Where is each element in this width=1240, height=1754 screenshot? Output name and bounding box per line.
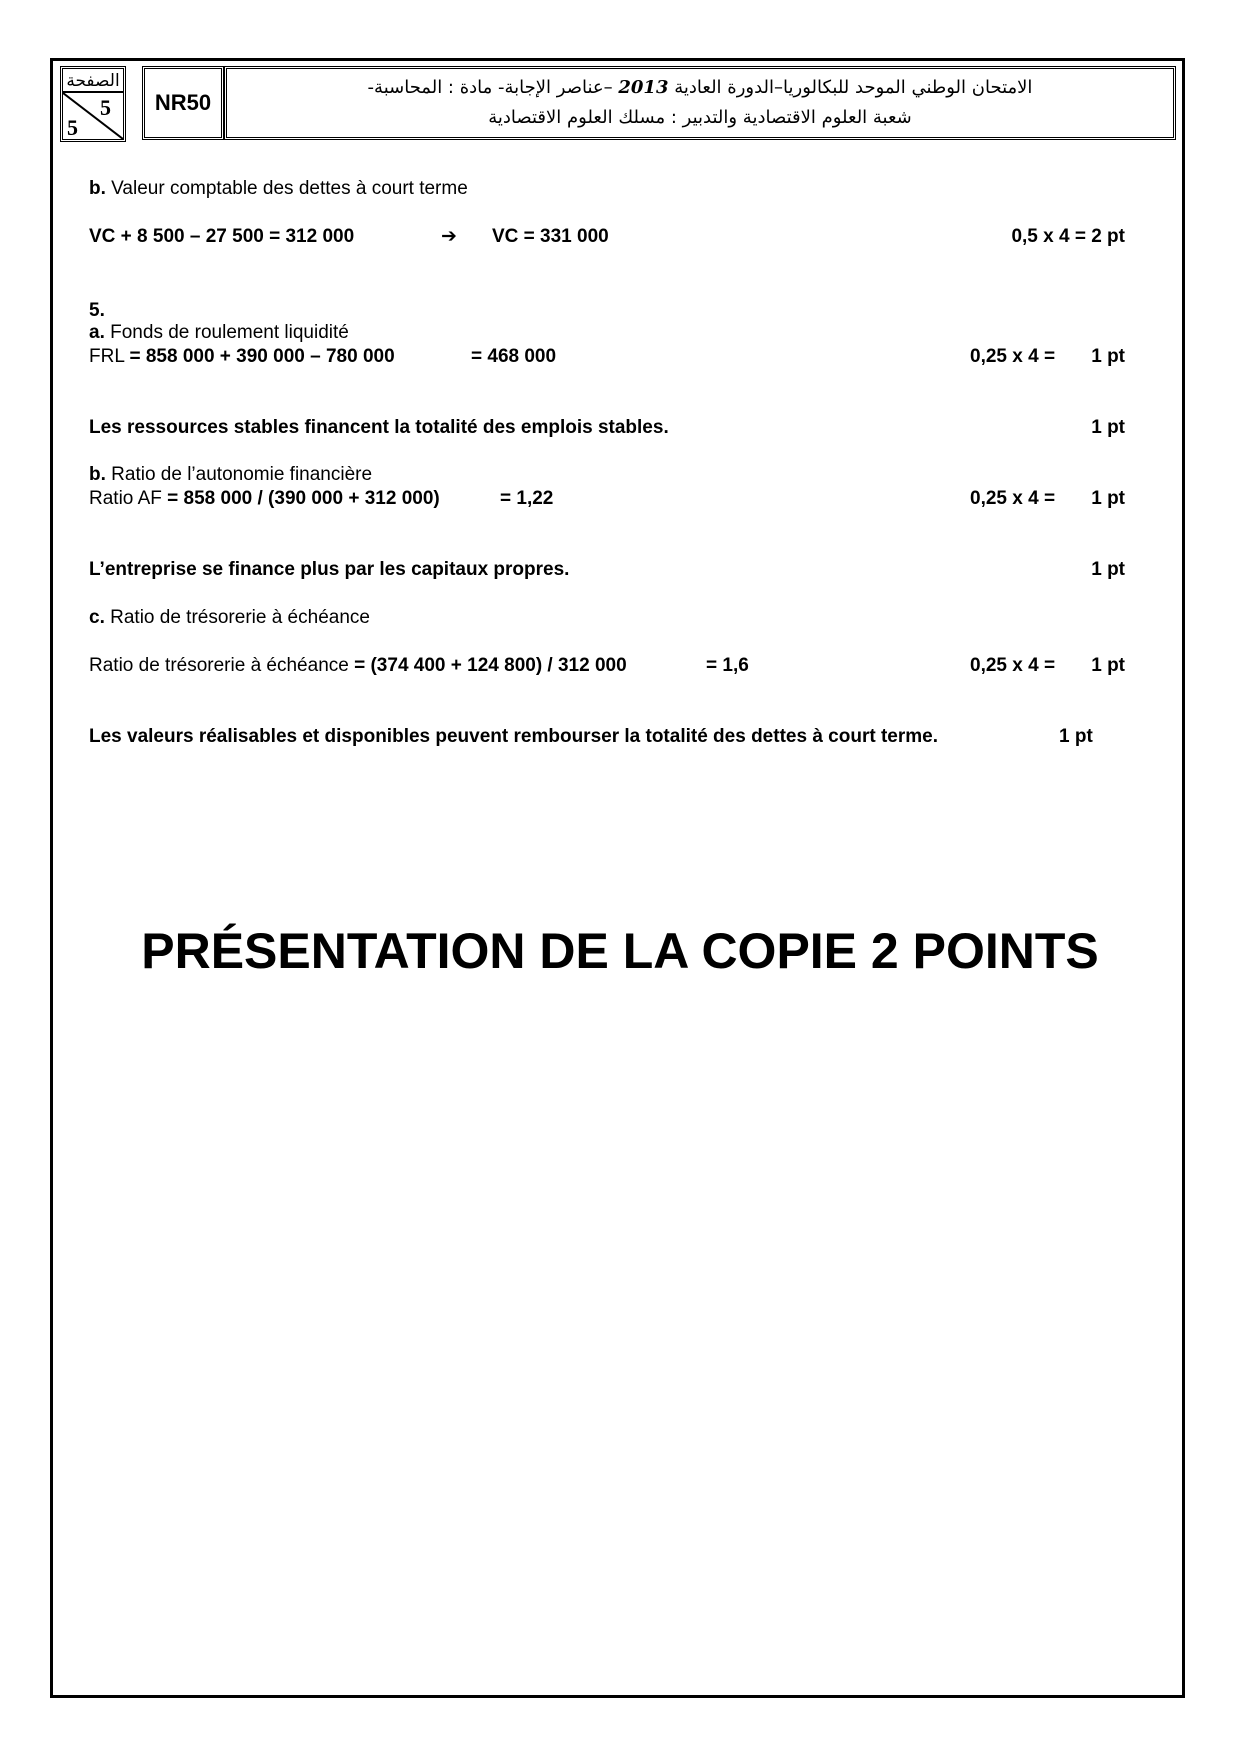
title-year: 2013 bbox=[618, 77, 669, 98]
q5b-result: = 1,22 bbox=[500, 488, 554, 509]
q5a-comment-points: 1 pt bbox=[1091, 417, 1125, 438]
exam-title bbox=[224, 66, 1176, 140]
exam-code: NR50 bbox=[142, 66, 224, 140]
q5c-heading bbox=[89, 606, 370, 630]
q5b-label: b. bbox=[89, 464, 106, 485]
title-line-2: شعبة العلوم الاقتصادية والتدبير : مسلك العلوم الاقتصادية bbox=[488, 107, 912, 128]
q5c-label: c. bbox=[89, 607, 105, 628]
q5a-formula: = 858 000 + 390 000 – 780 000 bbox=[129, 346, 395, 367]
q5c-comment-points: 1 pt bbox=[1059, 726, 1093, 747]
q5b-comment: L’entreprise se finance plus par les capitaux propres. bbox=[89, 559, 570, 580]
page-number-box bbox=[60, 66, 126, 142]
presentation-title: PRÉSENTATION DE LA COPIE 2 POINTS bbox=[141, 923, 1099, 979]
q5-number: 5. bbox=[89, 300, 105, 321]
page-current: 5 bbox=[100, 95, 111, 120]
q4b-label: b. bbox=[89, 178, 106, 199]
q5b-title: Ratio de l’autonomie financière bbox=[105, 464, 373, 485]
q5b-prefix: Ratio AF bbox=[89, 488, 168, 509]
q5c-comment: Les valeurs réalisables et disponibles peuvent rembourser la totalité des dettes à court terme. bbox=[89, 726, 938, 747]
page-frame bbox=[50, 58, 1185, 1698]
q5a-prefix: FRL bbox=[89, 346, 130, 367]
title-part-a: الامتحان الوطني الموحد للبكالوريا–الدورة العادية bbox=[674, 77, 1033, 98]
q5a-result: = 468 000 bbox=[471, 346, 557, 367]
q5c-points: 1 pt bbox=[1091, 655, 1125, 676]
q5b-heading bbox=[89, 463, 372, 487]
q5c-formula: = (374 400 + 124 800) / 312 000 bbox=[354, 655, 627, 676]
q5a-label: a. bbox=[89, 322, 105, 343]
q5c-result: = 1,6 bbox=[706, 655, 749, 676]
q5c-prefix: Ratio de trésorerie à échéance bbox=[89, 655, 355, 676]
q5a-comment: Les ressources stables financent la totalité des emplois stables. bbox=[89, 417, 669, 438]
q5b-formula: = 858 000 / (390 000 + 312 000) bbox=[167, 488, 440, 509]
q5a-points-calc: 0,25 x 4 = bbox=[970, 346, 1056, 367]
q5a-heading bbox=[89, 321, 349, 345]
q5b-points-calc: 0,25 x 4 = bbox=[970, 488, 1056, 509]
q4b-points: 0,5 x 4 = 2 pt bbox=[1011, 226, 1125, 247]
page-label: الصفحة bbox=[63, 71, 123, 93]
q4b-heading bbox=[89, 177, 468, 201]
title-part-b: –عناصر الإجابة- مادة : المحاسبة- bbox=[367, 77, 613, 98]
title-line-1 bbox=[227, 73, 1173, 103]
q4b-title: Valeur comptable des dettes à court terme bbox=[105, 178, 468, 199]
arrow-icon: ➔ bbox=[441, 226, 457, 247]
q4b-result: VC = 331 000 bbox=[492, 226, 609, 247]
q5b-comment-points: 1 pt bbox=[1091, 559, 1125, 580]
q5a-points: 1 pt bbox=[1091, 346, 1125, 367]
page-total: 5 bbox=[67, 115, 78, 140]
q5c-title: Ratio de trésorerie à échéance bbox=[104, 607, 370, 628]
q5a-title: Fonds de roulement liquidité bbox=[104, 322, 349, 343]
q4b-equation: VC + 8 500 – 27 500 = 312 000 bbox=[89, 226, 355, 247]
q5b-points: 1 pt bbox=[1091, 488, 1125, 509]
q5c-formula-row bbox=[89, 654, 627, 678]
q5a-formula-row bbox=[89, 345, 395, 369]
q5c-points-calc: 0,25 x 4 = bbox=[970, 655, 1056, 676]
q5b-formula-row bbox=[89, 487, 440, 511]
